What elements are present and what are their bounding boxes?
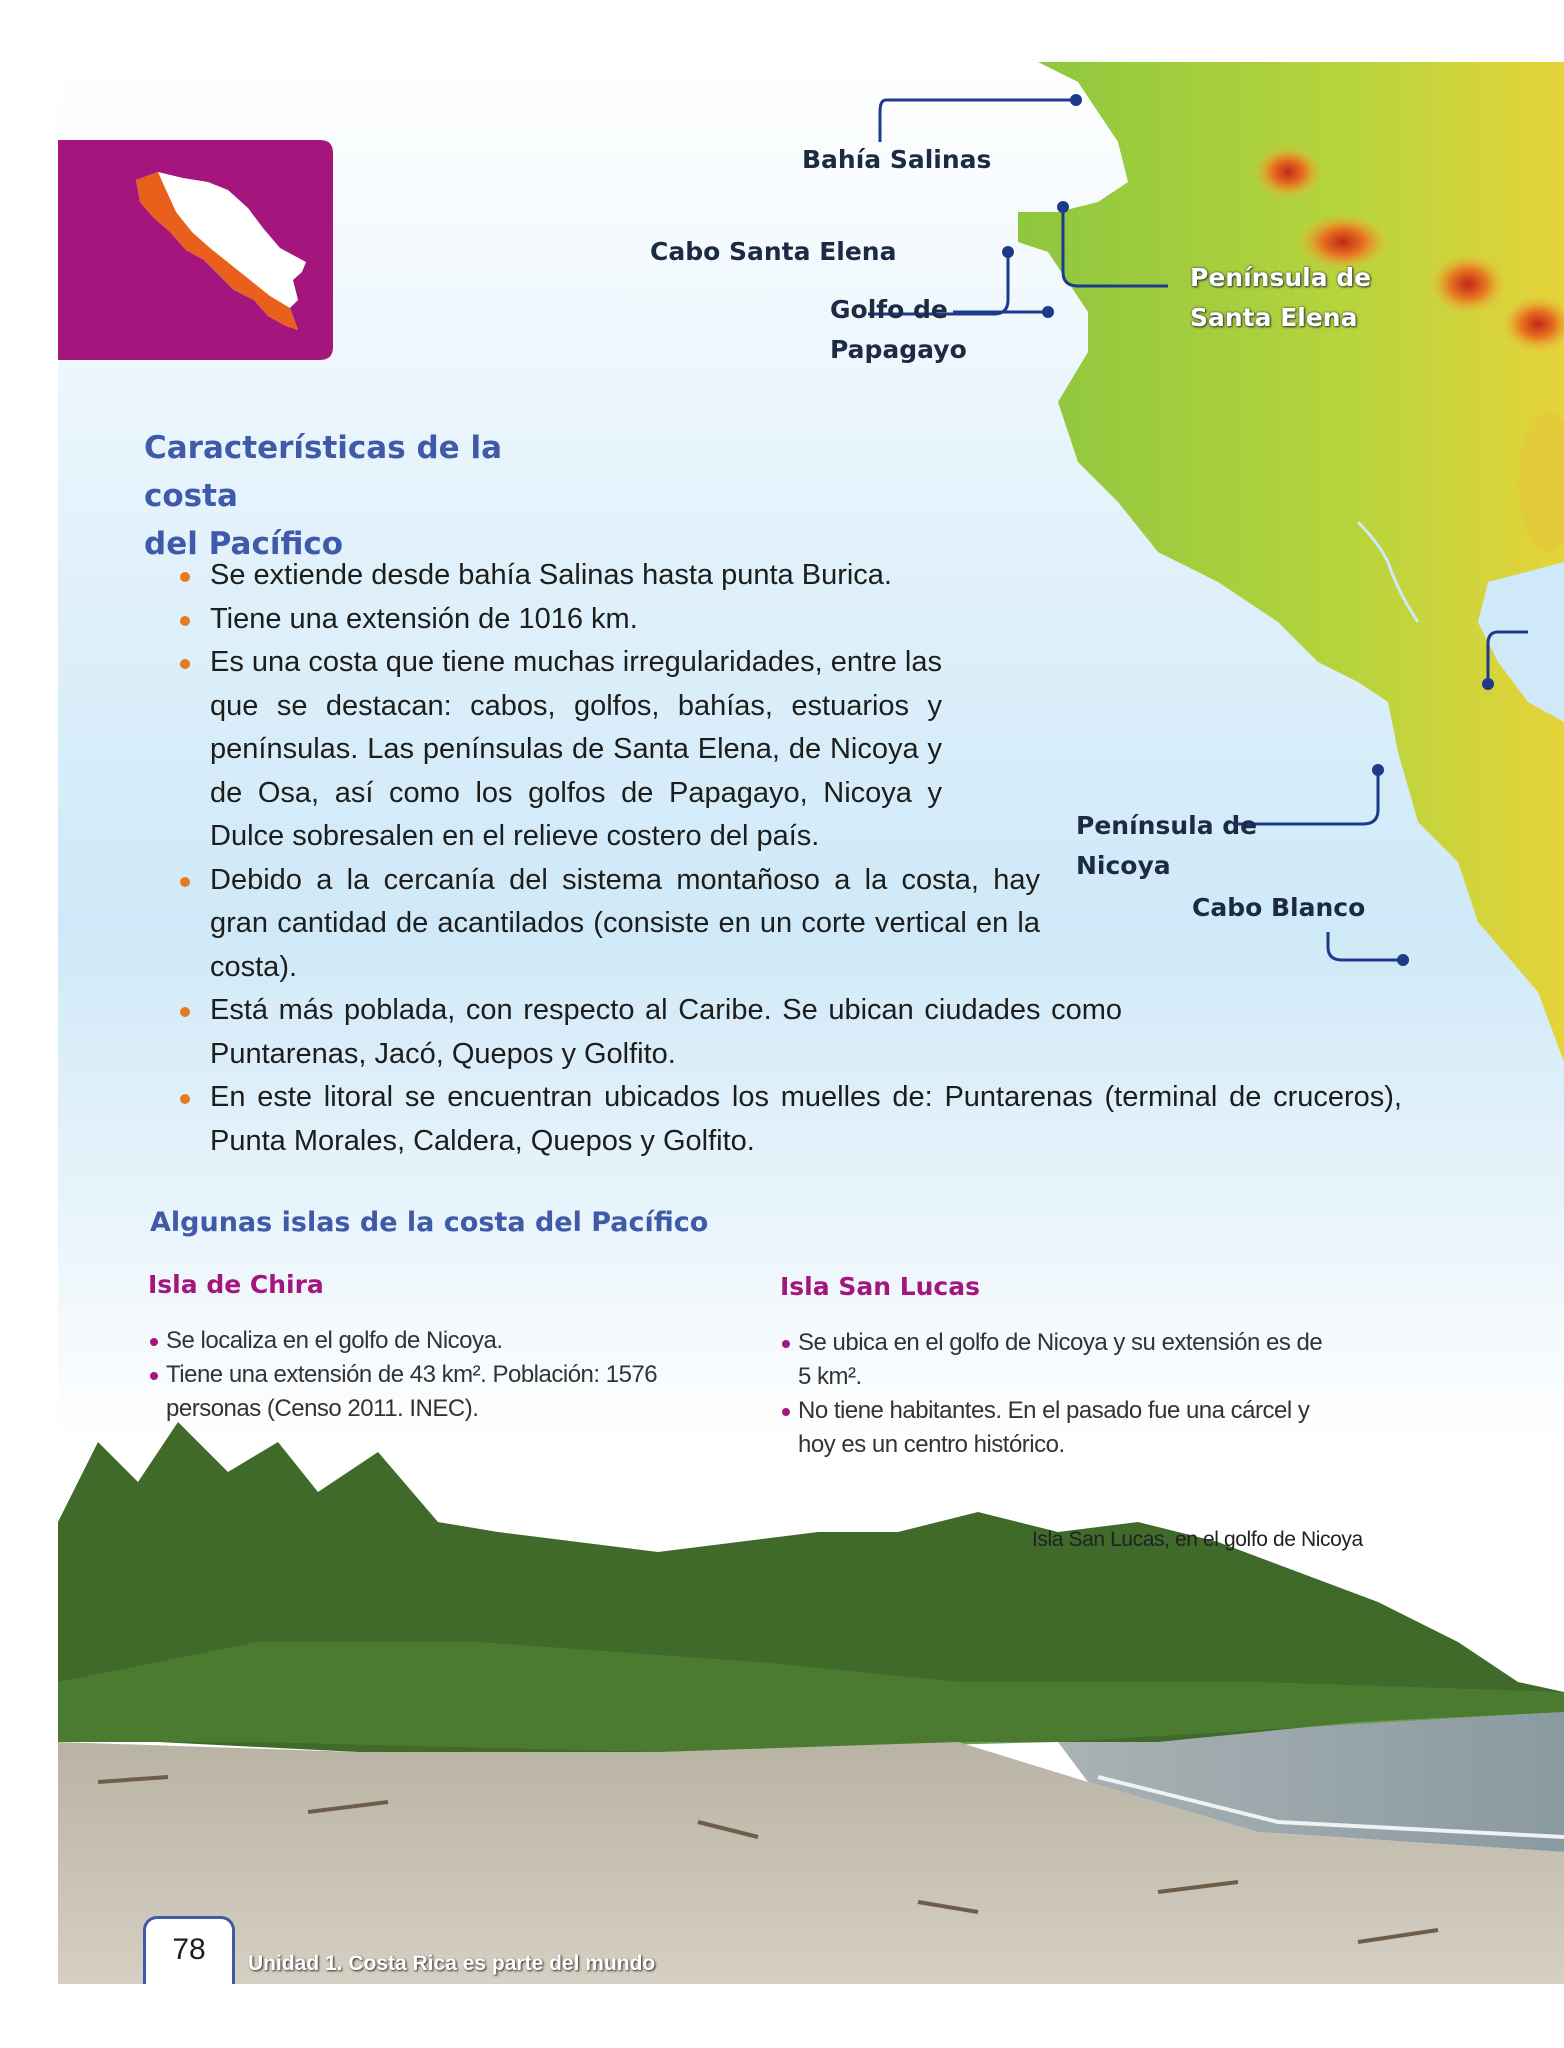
- label-golfo-papagayo: Golfo de Papagayo: [830, 295, 967, 364]
- label-bahia-salinas: Bahía Salinas: [802, 145, 992, 174]
- list-item: Tiene una extensión de 43 km². Población: 1576 personas (Censo 2011. INEC).: [148, 1358, 708, 1426]
- list-item: Tiene una extensión de 1016 km.: [172, 598, 942, 642]
- list-item: Se extiende desde bahía Salinas hasta punta Burica.: [172, 554, 942, 598]
- list-item: Se ubica en el golfo de Nicoya y su extensión es de 5 km².: [780, 1326, 1340, 1394]
- isla-chira-title: Isla de Chira: [148, 1270, 324, 1299]
- list-item: No tiene habitantes. En el pasado fue una cárcel y hoy es un centro histórico.: [780, 1394, 1340, 1462]
- page-number: 78: [143, 1916, 235, 1984]
- textbook-page: [58, 62, 1564, 1984]
- beach-photo: [58, 1382, 1564, 1984]
- peak-marker: [1252, 144, 1324, 200]
- photo-caption: Isla San Lucas, en el golfo de Nicoya: [1032, 1528, 1363, 1551]
- isla-san-lucas-title: Isla San Lucas: [780, 1272, 980, 1301]
- list-item: Se localiza en el golfo de Nicoya.: [148, 1324, 708, 1358]
- label-cabo-blanco: Cabo Blanco: [1192, 893, 1366, 922]
- unit-label: Unidad 1. Costa Rica es parte del mundo: [248, 1952, 656, 1975]
- list-item: Debido a la cercanía del sistema montañoso a la costa, hay gran cantidad de acantilados (consiste en un corte vertical en la costa).: [172, 859, 1040, 990]
- region-map-icon: [58, 140, 333, 360]
- label-cabo-santa-elena: Cabo Santa Elena: [650, 237, 897, 266]
- list-item: En este litoral se encuentran ubicados los muelles de: Puntarenas (terminal de cruceros), Punta Morales, Caldera, Quepos y Golfito.: [172, 1076, 1402, 1163]
- list-item: Es una costa que tiene muchas irregularidades, entre las que se destacan: cabos, golfos, bahías, estuarios y penínsulas. Las penínsulas de Santa Elena, de Nicoya y de Osa, así como los golfos de Papagayo, Nicoya y Dulce sobresalen en el relieve costero del país.: [172, 641, 942, 859]
- label-peninsula-nicoya: Península de Nicoya: [1076, 811, 1258, 880]
- section-title: Características de la costa del Pacífico: [144, 430, 502, 562]
- islands-heading: Algunas islas de la costa del Pacífico: [150, 1207, 709, 1238]
- peak-marker: [1428, 252, 1508, 316]
- page-margin: [0, 1984, 1564, 2048]
- list-item: Está más poblada, con respecto al Caribe. Se ubican ciudades como Puntarenas, Jacó, Quepos y Golfito.: [172, 989, 1122, 1076]
- coast-features-list: [172, 554, 1402, 1163]
- label-peninsula-santa-elena: Península de Santa Elena: [1190, 263, 1372, 332]
